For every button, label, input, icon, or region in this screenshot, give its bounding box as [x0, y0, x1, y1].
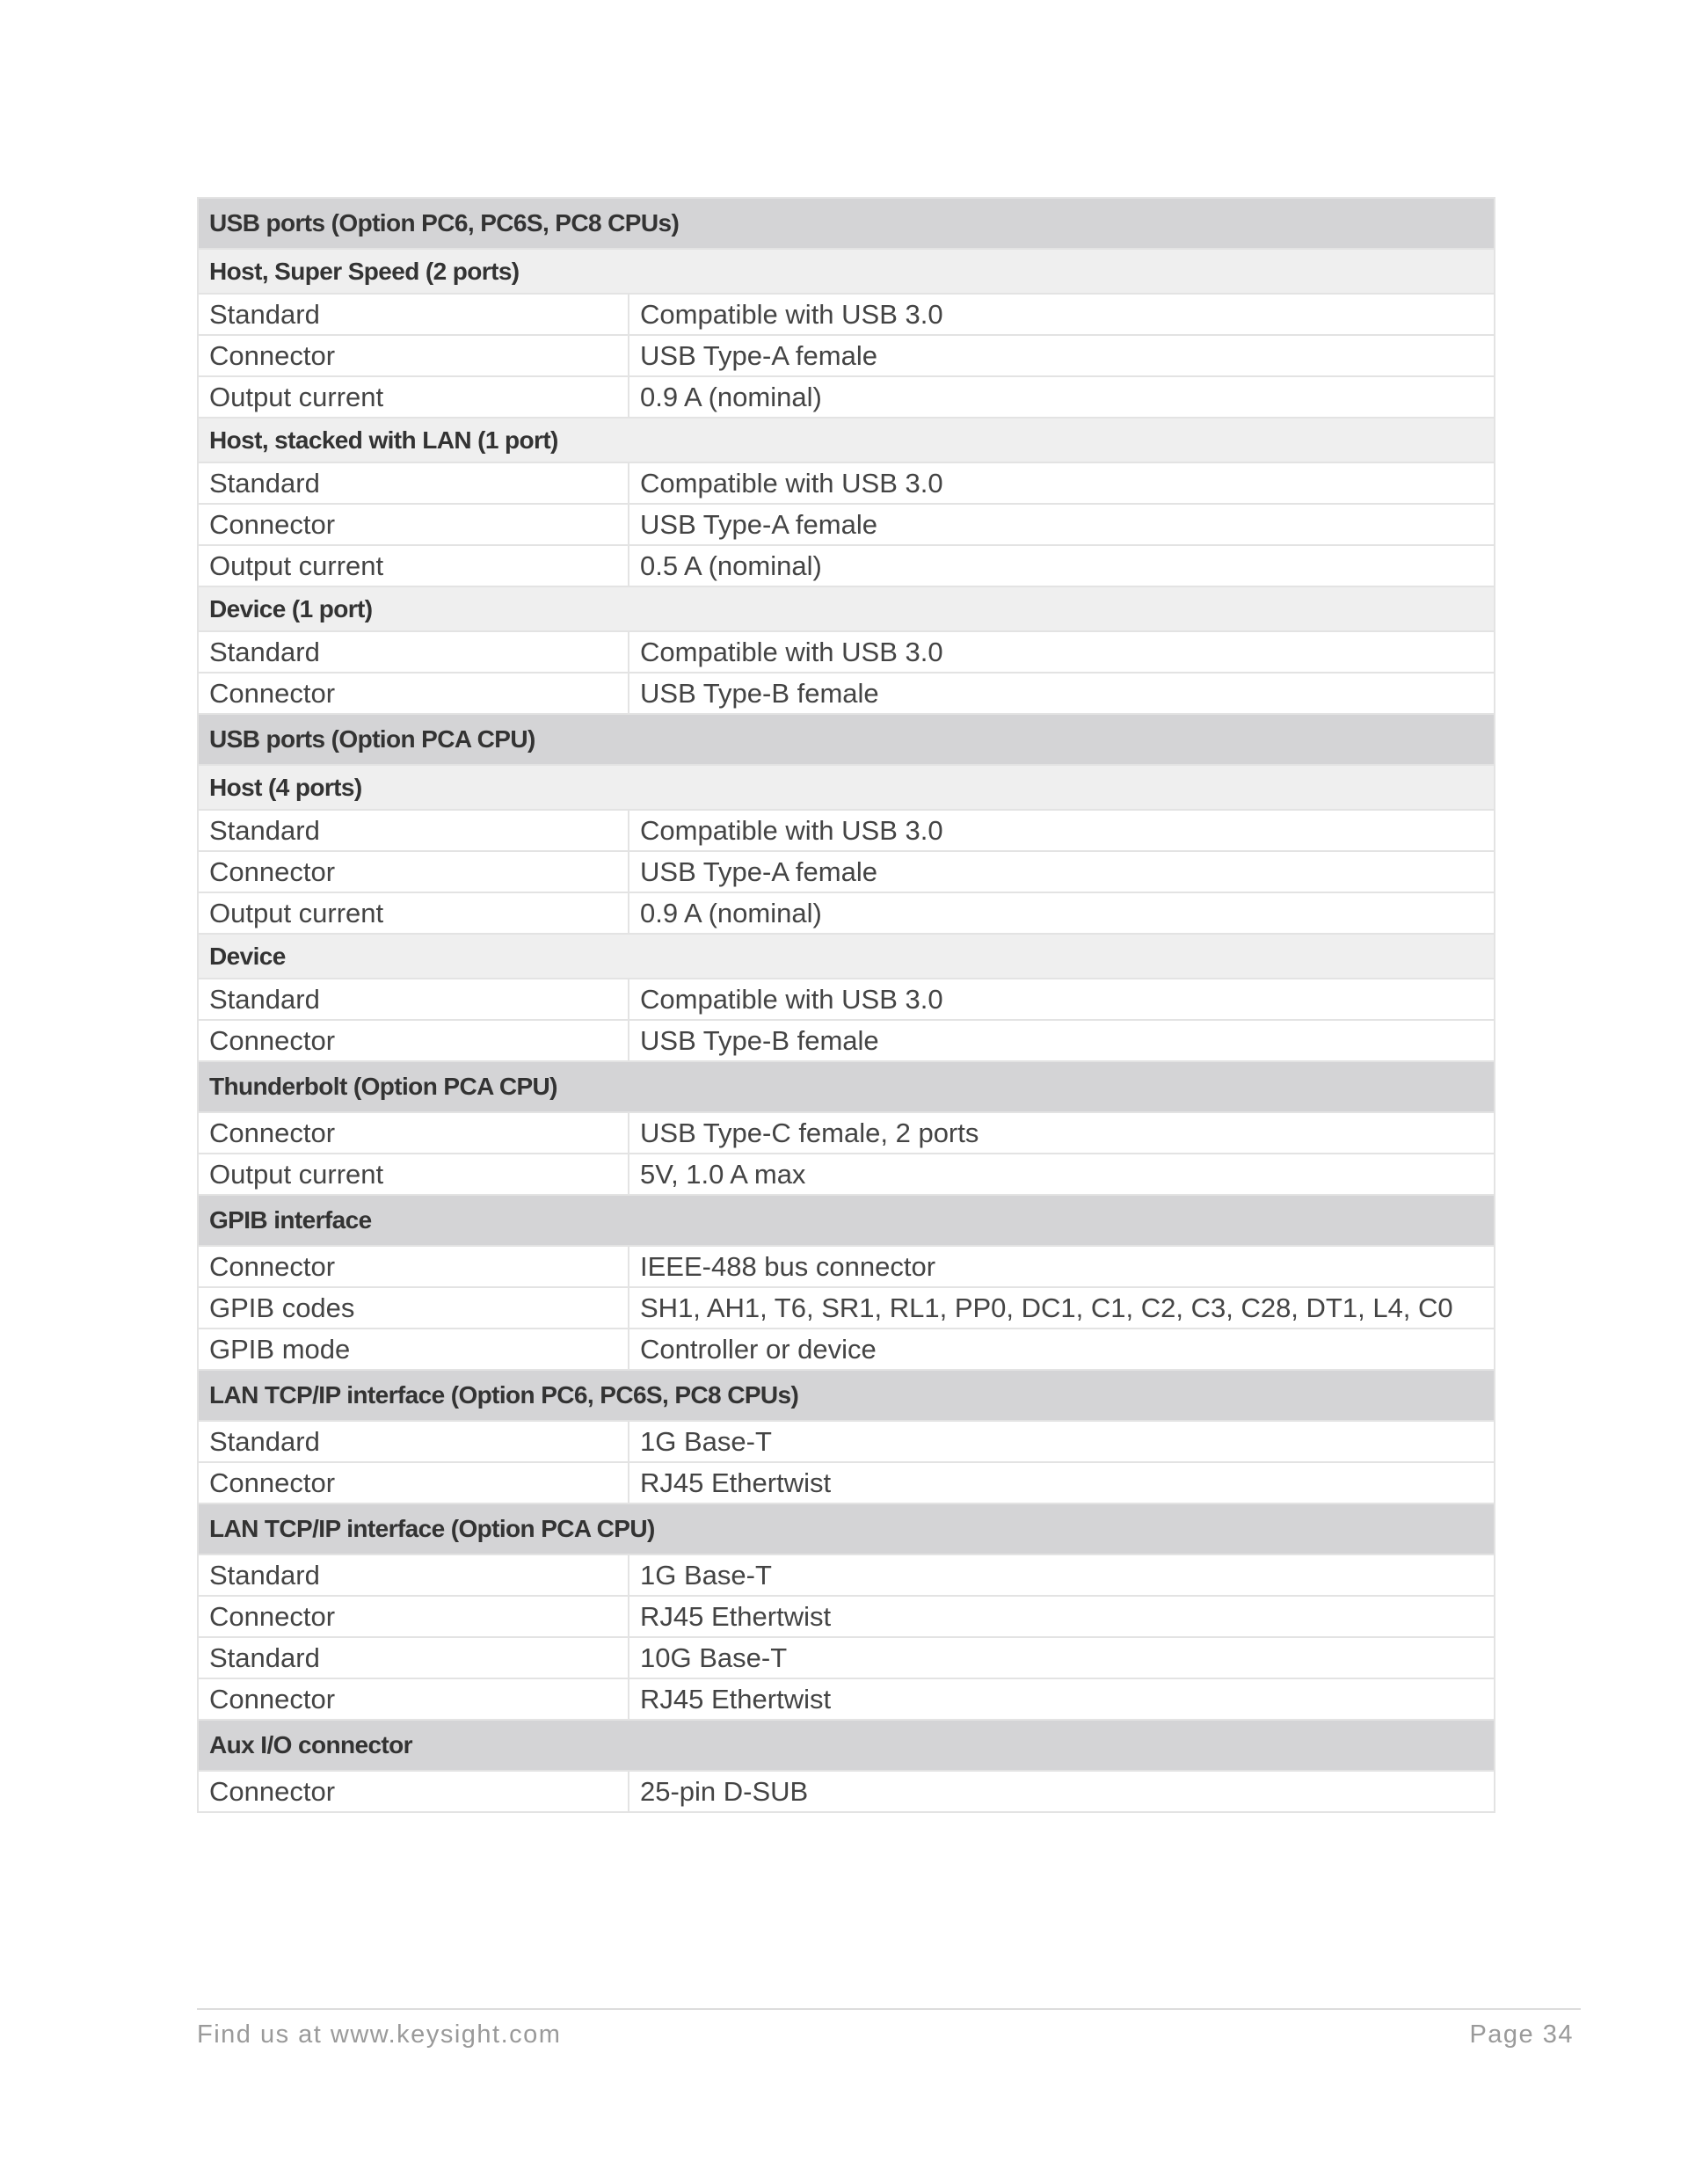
spec-label: Standard — [198, 810, 629, 851]
section-header-row — [198, 1720, 1495, 1771]
section-header-row — [198, 1061, 1495, 1112]
table-row — [198, 1596, 1495, 1637]
spec-table — [197, 197, 1495, 1813]
spec-value: USB Type-A female — [629, 851, 1495, 892]
subsection-title: Device (1 port) — [198, 586, 1495, 631]
section-title: Aux I/O connector — [198, 1720, 1495, 1771]
section-header-row — [198, 198, 1495, 249]
section-header-row — [198, 714, 1495, 765]
section-header-row — [198, 1195, 1495, 1246]
spec-value: Compatible with USB 3.0 — [629, 979, 1495, 1020]
spec-value: RJ45 Ethertwist — [629, 1596, 1495, 1637]
table-row — [198, 335, 1495, 376]
spec-value: USB Type-A female — [629, 504, 1495, 545]
table-row — [198, 810, 1495, 851]
spec-label: Output current — [198, 545, 629, 586]
spec-value: Compatible with USB 3.0 — [629, 462, 1495, 504]
table-row — [198, 504, 1495, 545]
table-row — [198, 376, 1495, 418]
subsection-title: Device — [198, 934, 1495, 979]
table-row — [198, 1771, 1495, 1812]
section-title: LAN TCP/IP interface (Option PCA CPU) — [198, 1503, 1495, 1554]
table-row — [198, 1154, 1495, 1195]
subsection-header-row — [198, 934, 1495, 979]
subsection-title: Host (4 ports) — [198, 765, 1495, 810]
table-row — [198, 1637, 1495, 1678]
section-title: LAN TCP/IP interface (Option PC6, PC6S, PC8 CPUs) — [198, 1370, 1495, 1421]
spec-label: Standard — [198, 1421, 629, 1462]
section-header-row — [198, 1370, 1495, 1421]
spec-value: 1G Base-T — [629, 1421, 1495, 1462]
spec-label: Connector — [198, 1246, 629, 1287]
spec-value: SH1, AH1, T6, SR1, RL1, PP0, DC1, C1, C2, C3, C28, DT1, L4, C0 — [629, 1287, 1495, 1329]
table-row — [198, 631, 1495, 673]
subsection-header-row — [198, 586, 1495, 631]
spec-label: Output current — [198, 376, 629, 418]
table-row — [198, 892, 1495, 934]
table-row — [198, 1554, 1495, 1596]
table-row — [198, 851, 1495, 892]
spec-value: 0.5 A (nominal) — [629, 545, 1495, 586]
spec-value: 1G Base-T — [629, 1554, 1495, 1596]
spec-value: Compatible with USB 3.0 — [629, 810, 1495, 851]
spec-label: GPIB mode — [198, 1329, 629, 1370]
table-row — [198, 1462, 1495, 1503]
spec-value: 0.9 A (nominal) — [629, 892, 1495, 934]
spec-value: IEEE-488 bus connector — [629, 1246, 1495, 1287]
table-row — [198, 1421, 1495, 1462]
spec-label: Output current — [198, 1154, 629, 1195]
spec-value: 25-pin D-SUB — [629, 1771, 1495, 1812]
spec-value: Compatible with USB 3.0 — [629, 294, 1495, 335]
spec-value: USB Type-C female, 2 ports — [629, 1112, 1495, 1154]
table-row — [198, 1329, 1495, 1370]
spec-label: Connector — [198, 335, 629, 376]
spec-value: 0.9 A (nominal) — [629, 376, 1495, 418]
footer-page-number: Page 34 — [1469, 2020, 1574, 2049]
spec-label: Standard — [198, 979, 629, 1020]
spec-label: Connector — [198, 1020, 629, 1061]
spec-label: Standard — [198, 294, 629, 335]
spec-value: Compatible with USB 3.0 — [629, 631, 1495, 673]
spec-label: Output current — [198, 892, 629, 934]
subsection-header-row — [198, 418, 1495, 462]
spec-label: Connector — [198, 1771, 629, 1812]
spec-label: Standard — [198, 631, 629, 673]
spec-label: Connector — [198, 851, 629, 892]
section-title: Thunderbolt (Option PCA CPU) — [198, 1061, 1495, 1112]
section-title: USB ports (Option PCA CPU) — [198, 714, 1495, 765]
table-row — [198, 1246, 1495, 1287]
table-row — [198, 1287, 1495, 1329]
table-row — [198, 979, 1495, 1020]
subsection-header-row — [198, 765, 1495, 810]
spec-label: Standard — [198, 1554, 629, 1596]
spec-label: Connector — [198, 673, 629, 714]
spec-table-body — [198, 198, 1495, 1812]
table-row — [198, 1020, 1495, 1061]
footer-divider — [197, 2008, 1581, 2010]
spec-label: Connector — [198, 1112, 629, 1154]
spec-label: Standard — [198, 1637, 629, 1678]
table-row — [198, 1112, 1495, 1154]
spec-value: USB Type-B female — [629, 673, 1495, 714]
footer-website-text: Find us at www.keysight.com — [197, 2020, 562, 2049]
table-row — [198, 462, 1495, 504]
section-header-row — [198, 1503, 1495, 1554]
table-row — [198, 545, 1495, 586]
table-row — [198, 1678, 1495, 1720]
spec-label: Connector — [198, 504, 629, 545]
table-row — [198, 673, 1495, 714]
spec-value: 5V, 1.0 A max — [629, 1154, 1495, 1195]
spec-value: Controller or device — [629, 1329, 1495, 1370]
spec-label: Connector — [198, 1678, 629, 1720]
subsection-title: Host, stacked with LAN (1 port) — [198, 418, 1495, 462]
section-title: GPIB interface — [198, 1195, 1495, 1246]
spec-value: USB Type-B female — [629, 1020, 1495, 1061]
section-title: USB ports (Option PC6, PC6S, PC8 CPUs) — [198, 198, 1495, 249]
subsection-title: Host, Super Speed (2 ports) — [198, 249, 1495, 294]
spec-label: Connector — [198, 1462, 629, 1503]
spec-value: RJ45 Ethertwist — [629, 1678, 1495, 1720]
spec-label: Connector — [198, 1596, 629, 1637]
spec-value: RJ45 Ethertwist — [629, 1462, 1495, 1503]
spec-label: GPIB codes — [198, 1287, 629, 1329]
table-row — [198, 294, 1495, 335]
spec-value: 10G Base-T — [629, 1637, 1495, 1678]
subsection-header-row — [198, 249, 1495, 294]
spec-label: Standard — [198, 462, 629, 504]
spec-value: USB Type-A female — [629, 335, 1495, 376]
